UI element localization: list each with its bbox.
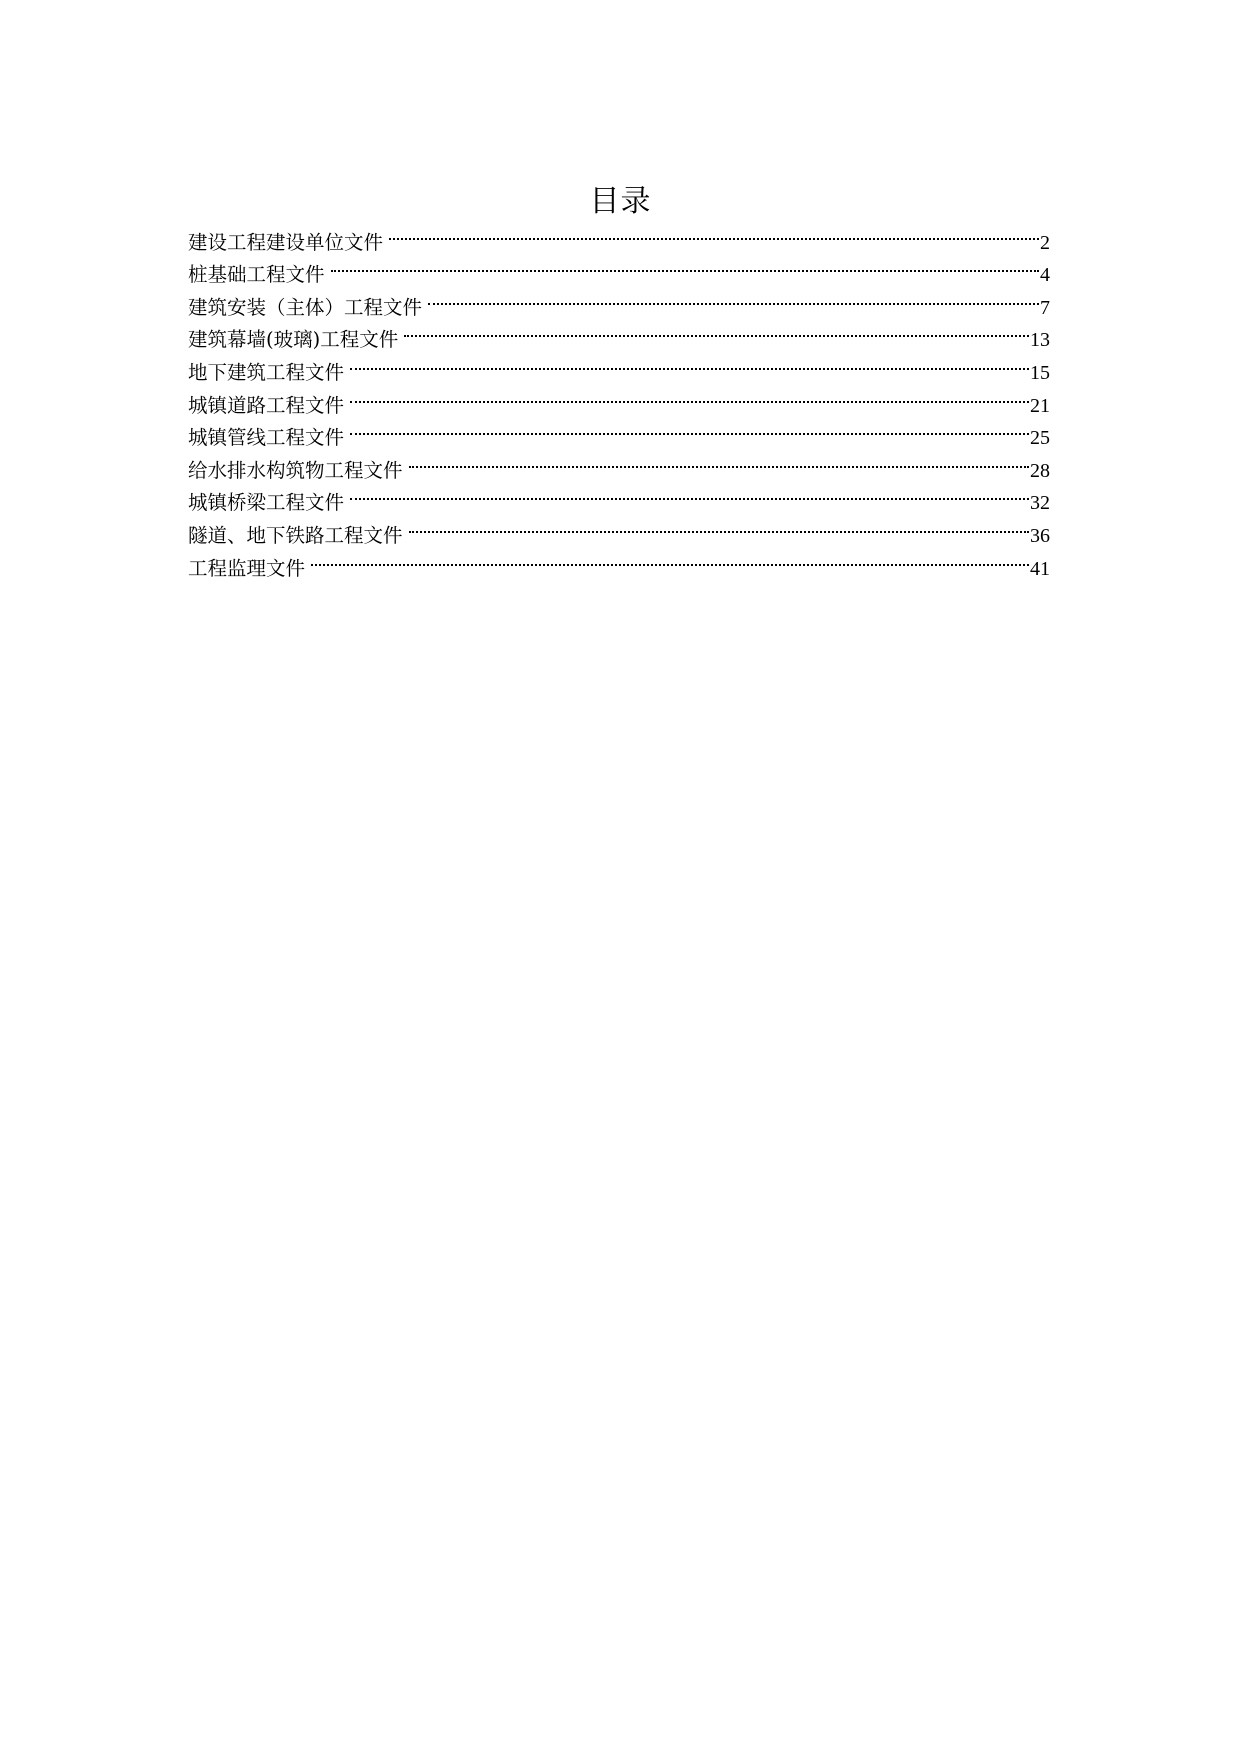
toc-page-number: 28: [1030, 459, 1050, 482]
toc-page-number: 2: [1040, 231, 1050, 254]
toc-page-number: 32: [1030, 492, 1050, 515]
toc-page-number: 7: [1040, 296, 1050, 319]
toc-entry-label: 给水排水构筑物工程文件: [188, 458, 403, 482]
toc-dot-leader: [428, 281, 1039, 314]
toc-dot-leader: [311, 542, 1029, 575]
toc-entry-label: 工程监理文件: [188, 556, 306, 580]
toc-entry-label: 城镇管线工程文件: [188, 426, 345, 450]
toc-dot-leader: [350, 346, 1029, 379]
toc-entry-label: 建筑幕墙(玻璃)工程文件: [188, 328, 399, 352]
toc-entry-label: 城镇道路工程文件: [188, 393, 345, 417]
toc-dot-leader: [404, 314, 1029, 347]
toc-entry-label: 建筑安装（主体）工程文件: [188, 295, 423, 319]
toc-page-number: 13: [1030, 329, 1050, 352]
toc-entry-label: 建设工程建设单位文件: [188, 230, 384, 254]
toc-page-number: 4: [1040, 264, 1050, 287]
toc-dot-leader: [389, 216, 1039, 249]
toc-entry-label: 地下建筑工程文件: [188, 360, 345, 384]
toc-dot-leader: [350, 412, 1029, 445]
toc-entry-label: 隧道、地下铁路工程文件: [188, 523, 403, 547]
toc-dot-leader: [350, 379, 1029, 412]
toc-page-number: 41: [1030, 557, 1050, 580]
toc-dot-leader: [409, 444, 1029, 477]
toc-title: 目录: [589, 184, 652, 220]
toc-entry[interactable]: [188, 542, 1050, 580]
toc-page-number: 25: [1030, 427, 1050, 450]
table-of-contents: [188, 216, 1050, 580]
toc-dot-leader: [331, 249, 1039, 282]
toc-dot-leader: [350, 477, 1029, 510]
toc-dot-leader: [409, 509, 1029, 542]
toc-page-number: 36: [1030, 524, 1050, 547]
toc-entry-label: 城镇桥梁工程文件: [188, 491, 345, 515]
toc-entry[interactable]: [188, 216, 1050, 254]
toc-page-number: 15: [1030, 361, 1050, 384]
toc-page-number: 21: [1030, 394, 1050, 417]
toc-entry-label: 桩基础工程文件: [188, 263, 325, 287]
